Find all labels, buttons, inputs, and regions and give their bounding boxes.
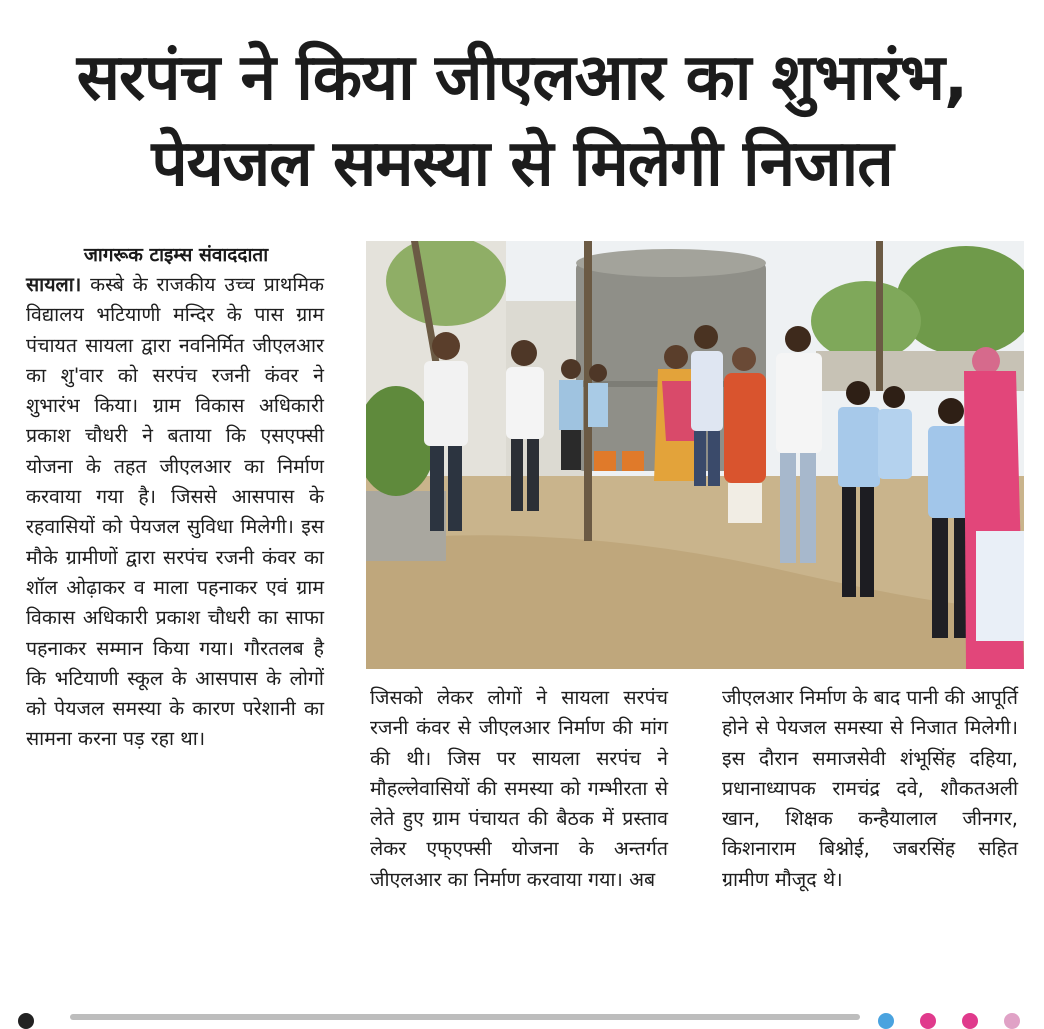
light-pink-dot-icon: [1004, 1013, 1020, 1029]
group-photo-illustration: [366, 241, 1024, 669]
scroll-bar[interactable]: [70, 1014, 860, 1020]
pink-dot-icon: [920, 1013, 936, 1029]
bottom-progress-strip: [0, 1012, 1044, 1020]
headline-line-1: सरपंच ने किया जीएलआर का शुभारंभ,: [76, 41, 968, 115]
dateline: सायला।: [26, 273, 82, 296]
article-column-1: [26, 270, 324, 755]
magenta-dot-icon: [962, 1013, 978, 1029]
headline-line-2: पेयजल समस्या से मिलेगी निजात: [151, 127, 893, 201]
article-photo: [366, 241, 1024, 669]
byline: जागरूक टाइम्स संवाददाता: [83, 244, 269, 266]
blue-dot-icon: [878, 1013, 894, 1029]
article-column-1-text: कस्बे के राजकीय उच्च प्राथमिक विद्यालय भटियाणी मन्दिर के पास ग्राम पंचायत सायला द्वारा नवनिर्मित जीएलआर का शु'वार को सरपंच रजनी कंवर ने शुभारंभ किया। ग्राम विकास अधिकारी प्रकाश चौधरी ने बताया कि एसएफ्सी योजना के तहत जीएलआर का निर्माण करवाया गया है। जिससे आसपास के रहवासियों को पेयजल सुविधा मिलेगी। इस मौके ग्रामीणों द्वारा सरपंच रजनी कंवर का शॉल ओढ़ाकर व माला पहनाकर एवं ग्राम विकास अधिकारी प्रकाश चौधरी का साफा पहनाकर सम्मान किया गया। गौरतलब है कि भटियाणी स्कूल के आसपास के लोगों को पेयजल समस्या के कारण परेशानी का सामना करना पड़ रहा था।: [26, 273, 325, 751]
article-column-3: जीएलआर निर्माण के बाद पानी की आपूर्ति होने से पेयजल समस्या से निजात मिलेगी। इस दौरान समाजसेवी शंभूसिंह दहिया, प्रधानाध्यापक रामचंद्र दवे, शौकतअली खान, शिक्षक कन्हैयालाल जीनगर, किशनाराम बिश्नोई, जबरसिंह सहित ग्रामीण मौजूद थे।: [722, 686, 1019, 891]
article-column-2: जिसको लेकर लोगों ने सायला सरपंच रजनी कंवर से जीएलआर निर्माण की मांग की थी। जिस पर सायला सरपंच ने मौहल्लेवासियों की समस्या को गम्भीरता से लेते हुए ग्राम पंचायत की बैठक में प्रस्ताव लेकर एफ्एफ्सी योजना के अन्तर्गत जीएलआर का निर्माण करवाया गया। अब: [370, 686, 668, 891]
dark-dot-icon: [18, 1013, 34, 1029]
